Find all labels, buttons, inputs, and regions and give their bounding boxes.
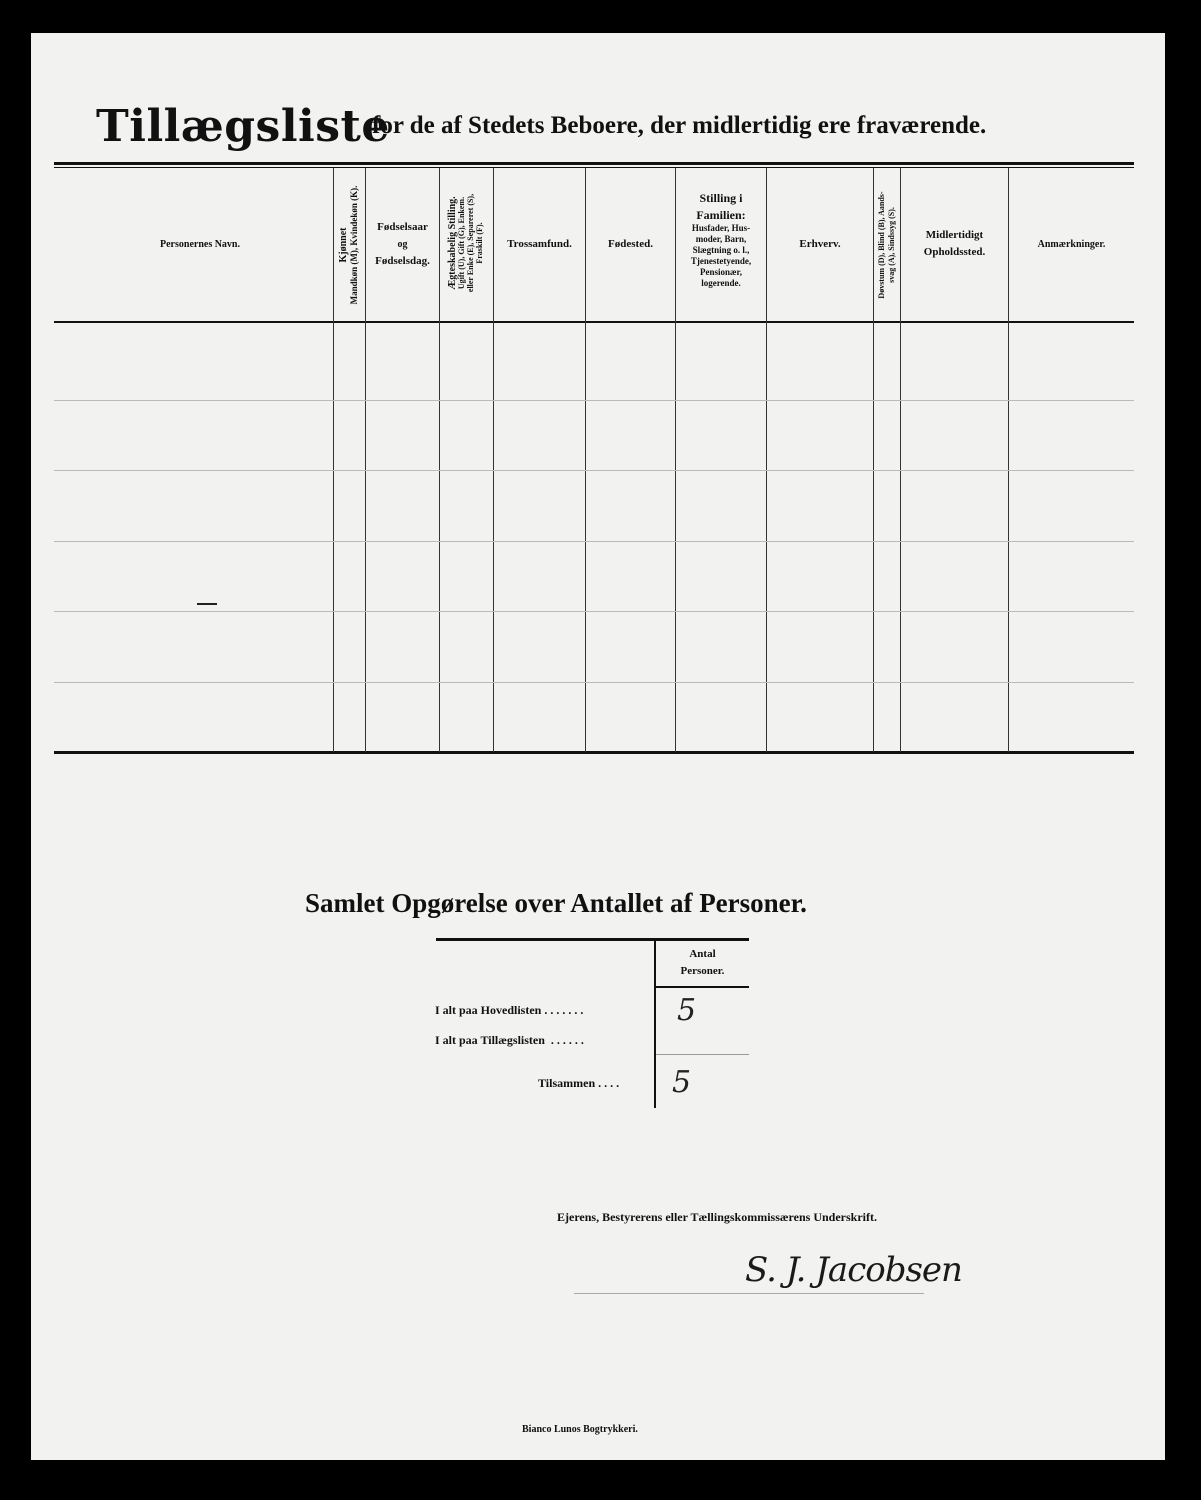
header-family-line3: Husfader, Hus- (691, 223, 751, 233)
header-gender-line1: Kjønnet (338, 227, 349, 263)
header-family-line4: moder, Barn, (695, 234, 747, 244)
table-header-rule (54, 321, 1134, 323)
summary-row-label: I alt paa Tillægslisten . . . . . . (435, 1033, 584, 1047)
header-disability (877, 175, 897, 315)
header-disability-line2: svag (A), Sindssyg (S). (887, 207, 896, 283)
table-row-line (54, 682, 1134, 683)
form-title-emphasis: fraværende. (856, 112, 987, 139)
header-marital (448, 168, 484, 318)
summary-col-header-line2: Personer. (680, 965, 725, 977)
summary-value-main-list: 5 (677, 993, 697, 1028)
header-occupation: Erhverv. (799, 238, 841, 250)
table-row-line (54, 611, 1134, 612)
table-row-line (54, 470, 1134, 471)
header-residence (901, 227, 1008, 261)
summary-row-label: I alt paa Hovedlisten . . . . . . . (435, 1003, 584, 1017)
col-divider (1008, 168, 1009, 752)
table-row-line (54, 541, 1134, 542)
col-divider (439, 168, 440, 752)
header-birth (366, 219, 439, 270)
table-row-line (54, 400, 1134, 401)
col-divider (766, 168, 767, 752)
table-top-rule (54, 162, 1134, 165)
summary-title: Samlet Opgørelse over Antallet af Personer. (305, 888, 807, 918)
header-religion: Trossamfund. (507, 238, 572, 250)
col-divider (333, 168, 334, 752)
header-birth-line2: og (397, 239, 408, 250)
header-family-line2: Familien: (696, 208, 746, 222)
header-family-line1: Stilling i (699, 191, 743, 205)
signature-handwritten: S. J. Jacobsen (745, 1250, 962, 1290)
signature-caption: Ejerens, Bestyrerens eller Tællingskommissærens Underskrift. (557, 1210, 877, 1224)
header-marital-line1: Ægteskabelig Stilling. (447, 196, 458, 290)
summary-col-header-line1: Antal (689, 948, 716, 960)
header-family-line6: Tjenestetyende, (690, 256, 752, 266)
form-title-text: for de af Stedets Beboere, der midlertidig ere (372, 112, 851, 139)
header-birth-line1: Fødselsaar (377, 221, 428, 233)
header-family-line8: logerende. (701, 278, 741, 288)
summary-header-rule (656, 986, 749, 988)
col-divider (493, 168, 494, 752)
signature-line (574, 1293, 924, 1294)
col-divider (585, 168, 586, 752)
ink-mark (197, 603, 217, 605)
printer-imprint: Bianco Lunos Bogtrykkeri. (522, 1424, 638, 1435)
header-family-line5: Slægtning o. l., (692, 245, 750, 255)
header-family-position (676, 190, 766, 289)
table-top-rule-thin (54, 167, 1134, 168)
col-divider (873, 168, 874, 752)
header-name: Personernes Navn. (160, 239, 240, 250)
summary-value-total: 5 (672, 1065, 692, 1100)
summary-subtotal-rule (656, 1054, 749, 1055)
table-bottom-rule (54, 751, 1134, 754)
header-gender (339, 170, 359, 320)
header-marital-line2: Ugift (U), Gift (G), Enkem. (457, 196, 466, 290)
summary-row-label: Tilsammen . . . . (538, 1076, 620, 1090)
form-title-main: Tillægsliste (96, 101, 390, 152)
header-residence-line1: Midlertidigt (925, 229, 984, 241)
header-marital-line3: eller Enke (E), Separeret (S), (466, 193, 475, 293)
header-birth-line3: Fødselsdag. (375, 255, 430, 267)
summary-top-rule (436, 938, 749, 941)
header-remarks: Anmærkninger. (1037, 239, 1106, 250)
summary-col-header (656, 946, 749, 980)
header-gender-line2: Mandkøn (M), Kvindekøn (K). (349, 185, 359, 305)
form-title-rest (372, 112, 986, 140)
header-residence-line2: Opholdssted. (923, 246, 986, 258)
header-disability-line1: Døvstum (D), Blind (B), Aands- (877, 191, 886, 299)
header-marital-line4: Fraskilt (F). (475, 222, 484, 264)
header-family-line7: Pensionær, (700, 267, 742, 277)
header-birthplace: Fødested. (608, 238, 653, 250)
